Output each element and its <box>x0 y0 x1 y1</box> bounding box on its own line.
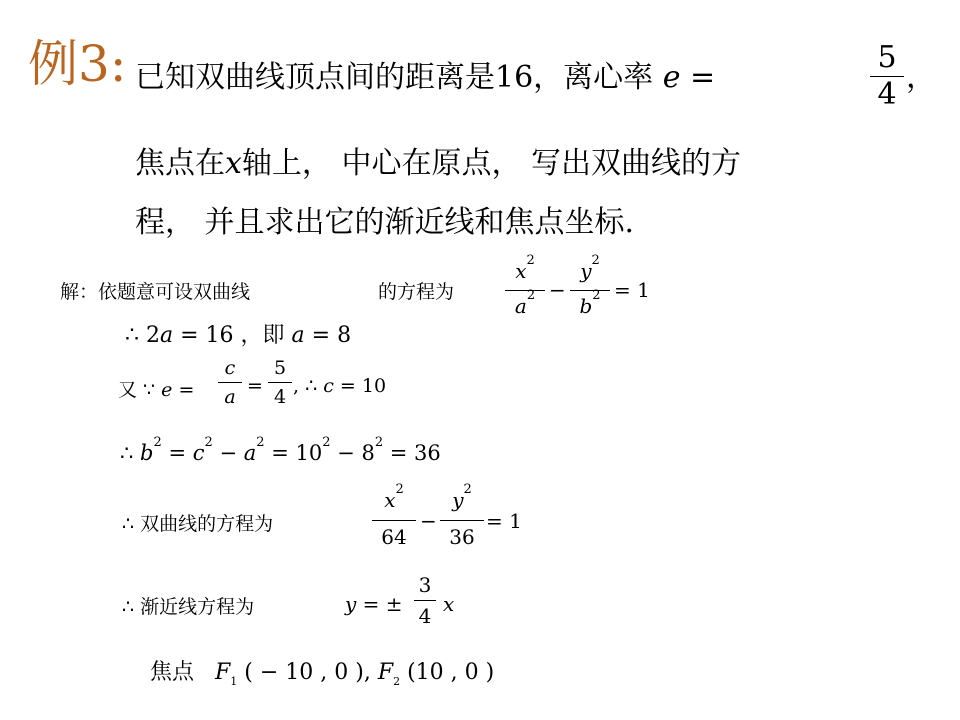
line5-x: x <box>384 488 396 512</box>
eq1-xsup: 2 <box>526 253 535 268</box>
problem-text-3: 程， 并且求出它的渐近线和焦点坐标. <box>135 205 635 240</box>
line5-xsup: 2 <box>395 482 404 497</box>
line4-d: − <box>212 441 244 465</box>
problem-comma <box>906 58 936 98</box>
example-label <box>28 36 127 92</box>
line4-cvar: c <box>192 441 205 465</box>
line5-den1: 64 <box>381 525 407 549</box>
eq1-a: a <box>514 294 527 318</box>
line4-sup1: 2 <box>153 435 162 450</box>
line5-frac-y <box>440 484 484 553</box>
eq1-frac-x <box>505 253 545 325</box>
line3-eq: = <box>172 379 195 401</box>
line3-c: c <box>224 357 236 379</box>
line5-y: y <box>452 488 464 512</box>
line7-F2: F <box>377 660 394 685</box>
eccentricity-fraction <box>870 40 904 113</box>
problem-line-1 <box>135 58 715 98</box>
eq1-bsup: 2 <box>592 288 601 303</box>
line7-p1: ( − 10 , 0 ), <box>237 660 378 685</box>
eccentricity-var: e <box>662 60 681 95</box>
line4-a: ∴ <box>120 441 141 465</box>
problem-text-2b: 轴上， 中心在原点， 写出双曲线的方 <box>241 146 741 181</box>
eq1-x: x <box>515 259 527 283</box>
eq1-minus <box>549 278 566 302</box>
line4-e: = 10 <box>264 441 323 465</box>
line3-tail-b: = 10 <box>333 375 387 397</box>
eq1-rhs <box>614 278 650 302</box>
solution-line-4 <box>120 435 441 465</box>
solution-line-5 <box>122 509 273 536</box>
x-var: x <box>225 146 242 181</box>
line5-den2: 36 <box>449 525 475 549</box>
line7-sub1: 1 <box>230 675 238 688</box>
line3-frac-ca <box>218 354 242 411</box>
line5-minus <box>420 509 437 533</box>
line3-d: 4 <box>273 386 287 408</box>
eq1-asup: 2 <box>526 288 536 303</box>
comma: ， <box>906 60 936 95</box>
eq1-rhs-text: = 1 <box>614 278 650 302</box>
line4-sup4: 2 <box>322 435 331 450</box>
line4-sup5: 2 <box>374 435 384 450</box>
line6-y: y <box>345 592 357 616</box>
problem-text-2a: 焦点在 <box>135 146 225 181</box>
line6-n: 3 <box>418 573 432 597</box>
line4-c: = <box>161 441 193 465</box>
line6-eq: = ± <box>356 592 403 616</box>
line5-ysup: 2 <box>463 482 472 497</box>
example-label-text: 例3: <box>28 35 127 93</box>
line4-avar: a <box>243 441 257 465</box>
line4-g: = 36 <box>383 441 441 465</box>
problem-line-3 <box>135 203 634 243</box>
problem-line-2 <box>135 144 741 184</box>
eq1-ysup: 2 <box>591 253 600 268</box>
line2-c: = 8 <box>304 323 352 348</box>
line3-frac-54 <box>268 354 292 411</box>
line3-n: 5 <box>273 357 287 379</box>
fraction-numerator: 5 <box>877 40 897 75</box>
line6-x-text: x <box>443 592 455 616</box>
line3-eq2 <box>247 375 263 397</box>
line2-var2: a <box>291 323 305 348</box>
eq-sign: = <box>690 60 716 95</box>
line2-var: a <box>160 323 174 348</box>
line2-a: ∴ 2 <box>125 323 160 348</box>
solution-intro-b-text: 的方程为 <box>378 281 455 303</box>
line6-frac <box>414 570 436 631</box>
line5-text: ∴ 双曲线的方程为 <box>122 513 274 535</box>
line7-sub2: 2 <box>393 675 401 688</box>
line3-tail-c: c <box>323 375 334 397</box>
line5-rhs <box>486 509 522 533</box>
line7-text: 焦点 <box>150 660 195 685</box>
line2-b: = 16 ，即 <box>173 323 292 348</box>
line4-sup2: 2 <box>204 435 213 450</box>
problem-text-1: 已知双曲线顶点间的距离是16，离心率 <box>135 60 654 95</box>
line5-minus-text: − <box>420 509 437 533</box>
solution-line-7 <box>150 655 494 686</box>
line3-a: 又 ∵ <box>118 379 162 401</box>
line6-expr <box>345 592 403 616</box>
fraction-denominator: 4 <box>877 77 897 112</box>
line6-d: 4 <box>418 604 432 628</box>
eq1-y: y <box>580 259 592 283</box>
solution-line-6 <box>122 592 254 619</box>
solution-line-2 <box>125 318 351 349</box>
line4-sup3: 2 <box>256 435 265 450</box>
line6-x <box>443 592 454 616</box>
line6-text: ∴ 渐近线方程为 <box>122 596 255 618</box>
eq1-frac-y <box>570 253 610 325</box>
line5-rhs-text: = 1 <box>486 509 522 533</box>
line5-frac-x <box>372 484 416 553</box>
line7-F1: F <box>215 660 231 685</box>
line3-e: e <box>161 379 173 401</box>
solution-line-3a <box>118 375 194 402</box>
solution-intro-a: 解：依题意可设双曲线 <box>60 281 251 303</box>
solution-intro <box>60 277 250 304</box>
line3-a2: a <box>224 386 236 408</box>
solution-intro-b <box>378 277 454 304</box>
eq1-minus-text: − <box>549 278 566 302</box>
line4-f: − 8 <box>330 441 375 465</box>
eq1-b: b <box>579 294 593 318</box>
line4-b: b <box>140 441 154 465</box>
solution-line-3b <box>293 375 386 397</box>
line3-eq2-text: = <box>247 375 263 397</box>
line3-tail-a: , ∴ <box>293 375 324 397</box>
line7-p2: (10 , 0 ) <box>400 660 495 685</box>
